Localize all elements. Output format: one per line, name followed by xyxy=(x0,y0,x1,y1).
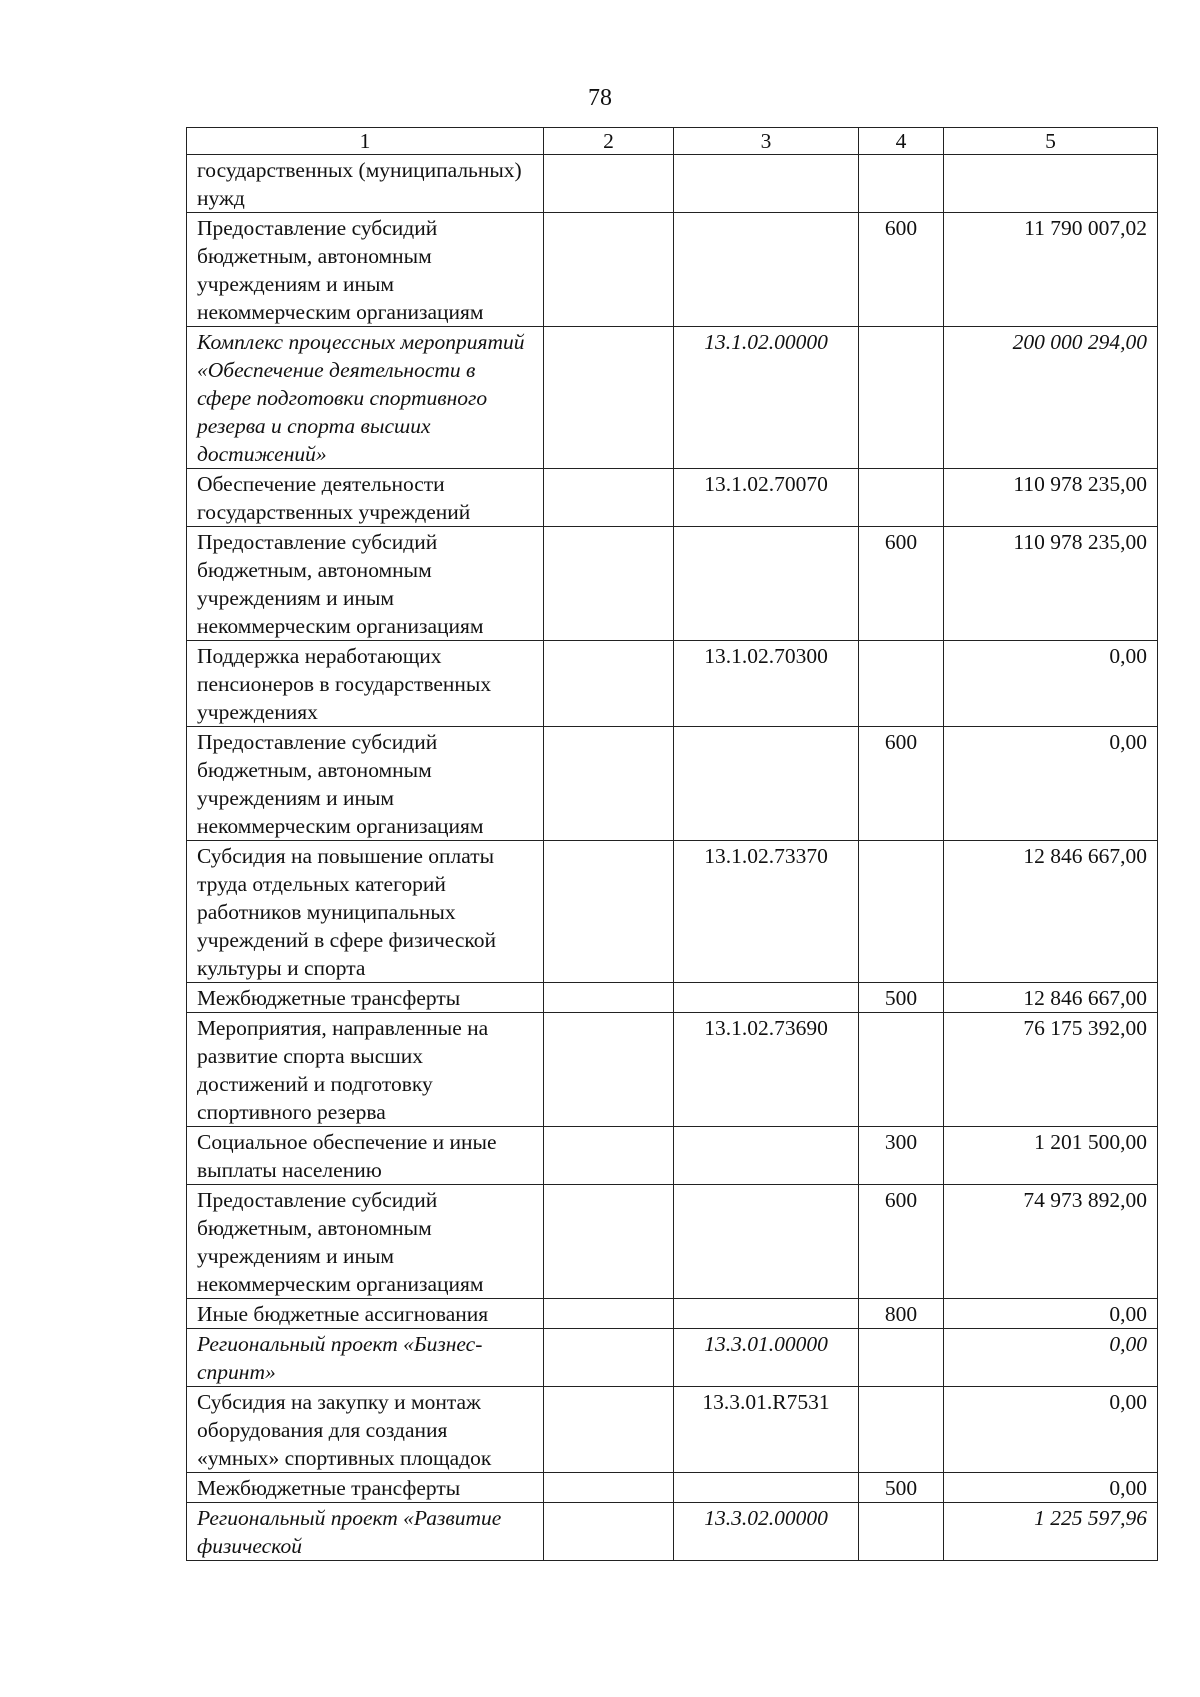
row-type-cell: 500 xyxy=(859,983,944,1013)
row-type-cell: 800 xyxy=(859,1299,944,1329)
row-type-cell xyxy=(859,641,944,727)
row-code-cell: 13.3.01.R7531 xyxy=(674,1387,859,1473)
column-header: 4 xyxy=(859,128,944,155)
table-row xyxy=(187,1473,1158,1503)
row-name-cell: Предоставление субсидий бюджетным, автономным учреждениям и иным некоммерческим организациям xyxy=(187,1185,544,1299)
row-name-cell: Региональный проект «Бизнес-спринт» xyxy=(187,1329,544,1387)
row-col2-cell xyxy=(544,1329,674,1387)
row-name-cell: Поддержка неработающих пенсионеров в государственных учреждениях xyxy=(187,641,544,727)
row-type-cell xyxy=(859,469,944,527)
row-type-cell xyxy=(859,155,944,213)
table-row xyxy=(187,841,1158,983)
row-col2-cell xyxy=(544,841,674,983)
row-code-cell xyxy=(674,1473,859,1503)
table-row xyxy=(187,1013,1158,1127)
row-code-cell xyxy=(674,527,859,641)
row-name-cell: Предоставление субсидий бюджетным, автономным учреждениям и иным некоммерческим организациям xyxy=(187,727,544,841)
row-type-cell: 600 xyxy=(859,213,944,327)
row-col2-cell xyxy=(544,641,674,727)
row-type-cell: 600 xyxy=(859,1185,944,1299)
row-name-cell: Субсидия на повышение оплаты труда отдельных категорий работников муниципальных учреждений в сфере физической культуры и спорта xyxy=(187,841,544,983)
table-row xyxy=(187,213,1158,327)
budget-table xyxy=(186,127,1158,1561)
table-row xyxy=(187,469,1158,527)
row-amount-cell: 0,00 xyxy=(944,1329,1158,1387)
column-header: 2 xyxy=(544,128,674,155)
table-row xyxy=(187,1387,1158,1473)
row-type-cell xyxy=(859,327,944,469)
row-amount-cell: 110 978 235,00 xyxy=(944,527,1158,641)
row-code-cell xyxy=(674,213,859,327)
row-col2-cell xyxy=(544,727,674,841)
row-col2-cell xyxy=(544,1185,674,1299)
row-name-cell: государственных (муниципальных) нужд xyxy=(187,155,544,213)
table-row xyxy=(187,1329,1158,1387)
row-amount-cell: 1 201 500,00 xyxy=(944,1127,1158,1185)
row-code-cell: 13.1.02.70300 xyxy=(674,641,859,727)
row-amount-cell: 76 175 392,00 xyxy=(944,1013,1158,1127)
row-code-cell xyxy=(674,727,859,841)
row-col2-cell xyxy=(544,983,674,1013)
row-col2-cell xyxy=(544,1299,674,1329)
row-type-cell: 500 xyxy=(859,1473,944,1503)
row-code-cell xyxy=(674,1185,859,1299)
row-amount-cell: 110 978 235,00 xyxy=(944,469,1158,527)
table-row xyxy=(187,727,1158,841)
row-code-cell: 13.3.01.00000 xyxy=(674,1329,859,1387)
row-name-cell: Предоставление субсидий бюджетным, автономным учреждениям и иным некоммерческим организациям xyxy=(187,527,544,641)
row-name-cell: Комплекс процессных мероприятий «Обеспечение деятельности в сфере подготовки спортивного резерва и спорта высших достижений» xyxy=(187,327,544,469)
row-amount-cell: 200 000 294,00 xyxy=(944,327,1158,469)
row-amount-cell: 12 846 667,00 xyxy=(944,983,1158,1013)
table-row xyxy=(187,983,1158,1013)
table-row xyxy=(187,327,1158,469)
row-col2-cell xyxy=(544,1127,674,1185)
row-col2-cell xyxy=(544,1473,674,1503)
row-type-cell: 600 xyxy=(859,527,944,641)
row-amount-cell: 12 846 667,00 xyxy=(944,841,1158,983)
row-code-cell xyxy=(674,1299,859,1329)
row-name-cell: Социальное обеспечение и иные выплаты населению xyxy=(187,1127,544,1185)
row-code-cell: 13.1.02.00000 xyxy=(674,327,859,469)
column-header: 3 xyxy=(674,128,859,155)
table-row xyxy=(187,155,1158,213)
row-type-cell: 300 xyxy=(859,1127,944,1185)
row-col2-cell xyxy=(544,1013,674,1127)
row-amount-cell: 74 973 892,00 xyxy=(944,1185,1158,1299)
row-amount-cell: 0,00 xyxy=(944,1473,1158,1503)
row-amount-cell: 1 225 597,96 xyxy=(944,1503,1158,1561)
row-amount-cell: 0,00 xyxy=(944,641,1158,727)
table-row xyxy=(187,1299,1158,1329)
row-col2-cell xyxy=(544,327,674,469)
column-header: 1 xyxy=(187,128,544,155)
row-amount-cell xyxy=(944,155,1158,213)
row-name-cell: Иные бюджетные ассигнования xyxy=(187,1299,544,1329)
table-row xyxy=(187,527,1158,641)
table-row xyxy=(187,1127,1158,1185)
row-col2-cell xyxy=(544,1503,674,1561)
row-code-cell: 13.1.02.73370 xyxy=(674,841,859,983)
row-name-cell: Обеспечение деятельности государственных учреждений xyxy=(187,469,544,527)
row-code-cell: 13.1.02.70070 xyxy=(674,469,859,527)
row-type-cell xyxy=(859,841,944,983)
row-type-cell xyxy=(859,1329,944,1387)
row-col2-cell xyxy=(544,527,674,641)
row-name-cell: Предоставление субсидий бюджетным, автономным учреждениям и иным некоммерческим организациям xyxy=(187,213,544,327)
table-row xyxy=(187,1185,1158,1299)
row-code-cell: 13.1.02.73690 xyxy=(674,1013,859,1127)
row-code-cell xyxy=(674,1127,859,1185)
row-code-cell xyxy=(674,983,859,1013)
row-type-cell: 600 xyxy=(859,727,944,841)
column-header: 5 xyxy=(944,128,1158,155)
row-type-cell xyxy=(859,1503,944,1561)
row-code-cell: 13.3.02.00000 xyxy=(674,1503,859,1561)
table-row xyxy=(187,1503,1158,1561)
row-code-cell xyxy=(674,155,859,213)
row-name-cell: Межбюджетные трансферты xyxy=(187,1473,544,1503)
row-name-cell: Субсидия на закупку и монтаж оборудования для создания «умных» спортивных площадок xyxy=(187,1387,544,1473)
table-row xyxy=(187,641,1158,727)
row-col2-cell xyxy=(544,1387,674,1473)
row-amount-cell: 0,00 xyxy=(944,1299,1158,1329)
row-amount-cell: 0,00 xyxy=(944,1387,1158,1473)
row-name-cell: Региональный проект «Развитие физической xyxy=(187,1503,544,1561)
row-name-cell: Межбюджетные трансферты xyxy=(187,983,544,1013)
row-col2-cell xyxy=(544,155,674,213)
header-row xyxy=(187,128,1158,155)
row-col2-cell xyxy=(544,213,674,327)
row-type-cell xyxy=(859,1387,944,1473)
row-name-cell: Мероприятия, направленные на развитие спорта высших достижений и подготовку спортивного резерва xyxy=(187,1013,544,1127)
row-amount-cell: 0,00 xyxy=(944,727,1158,841)
row-type-cell xyxy=(859,1013,944,1127)
row-col2-cell xyxy=(544,469,674,527)
page-number: 78 xyxy=(588,85,612,111)
row-amount-cell: 11 790 007,02 xyxy=(944,213,1158,327)
